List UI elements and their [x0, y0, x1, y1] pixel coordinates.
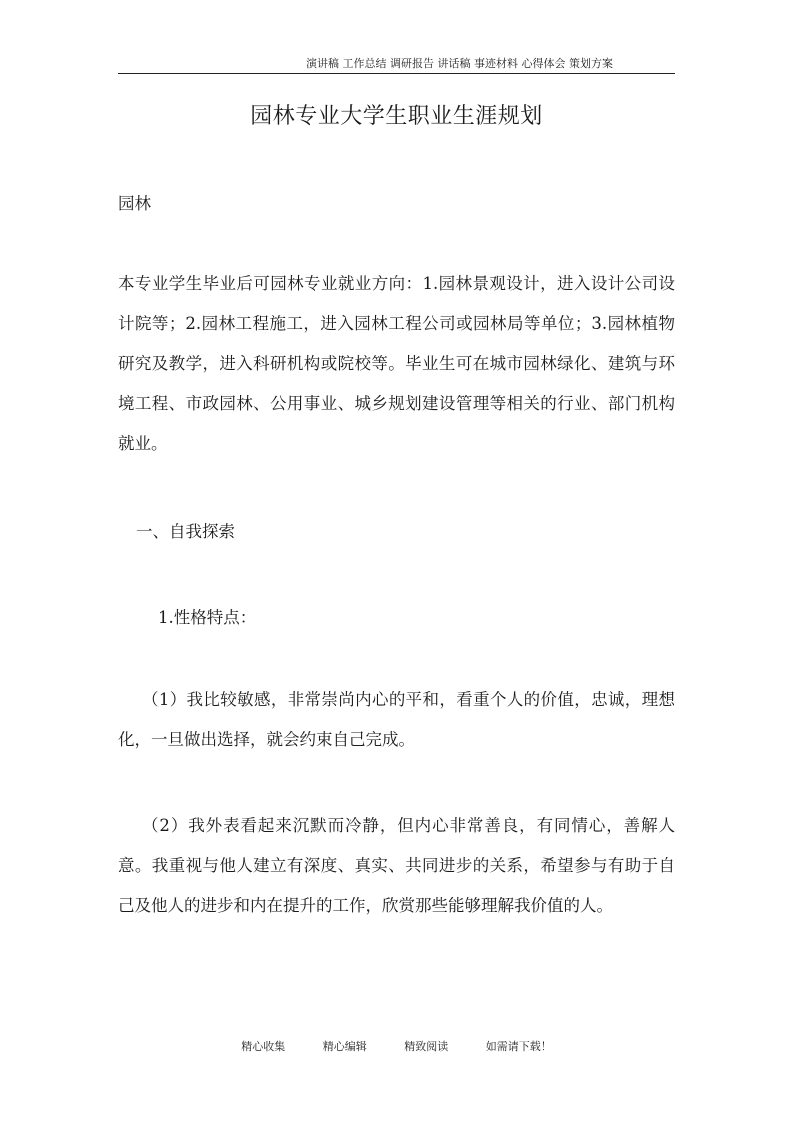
intro-paragraph: 本专业学生毕业后可园林专业就业方向：1.园林景观设计，进入设计公司设计院等；2.园林工程施工，进入园林工程公司或园林局等单位；3.园林植物研究及教学，进入科研机构或院校等。毕业生可在城市园林绿化、建筑与环境工程、市政园林、公用事业、城乡规划建设管理等相关的行业、部门机构就业。: [118, 274, 675, 453]
page-header: [118, 55, 675, 74]
subject-label: 园林: [118, 194, 151, 213]
footer-item: 精心收集: [241, 1040, 286, 1053]
footer-item: 如需请下载！: [485, 1040, 552, 1053]
subsection-heading-personality: 1.性格特点：: [158, 608, 257, 627]
header-categories: 演讲稿 工作总结 调研报告 讲话稿 事迹材料 心得体会 策划方案: [306, 57, 613, 70]
personality-point-2: （2）我外表看起来沉默而冷静，但内心非常善良，有同情心，善解人意。我重视与他人建立有深度、真实、共同进步的关系，希望参与有助于自己及他人的进步和内在提升的工作，欣赏那些能够理解我价值的人。: [118, 816, 675, 915]
footer-item: 精致阅读: [404, 1040, 449, 1053]
section-heading-self-exploration: 一、自我探索: [136, 522, 235, 541]
footer-item: 精心编辑: [322, 1040, 367, 1053]
document-title: 园林专业大学生职业生涯规划: [250, 104, 543, 129]
personality-point-1: （1）我比较敏感，非常崇尚内心的平和，看重个人的价值，忠诚，理想化，一旦做出选择，就会约束自己完成。: [118, 690, 675, 749]
page-footer: [0, 1038, 793, 1054]
